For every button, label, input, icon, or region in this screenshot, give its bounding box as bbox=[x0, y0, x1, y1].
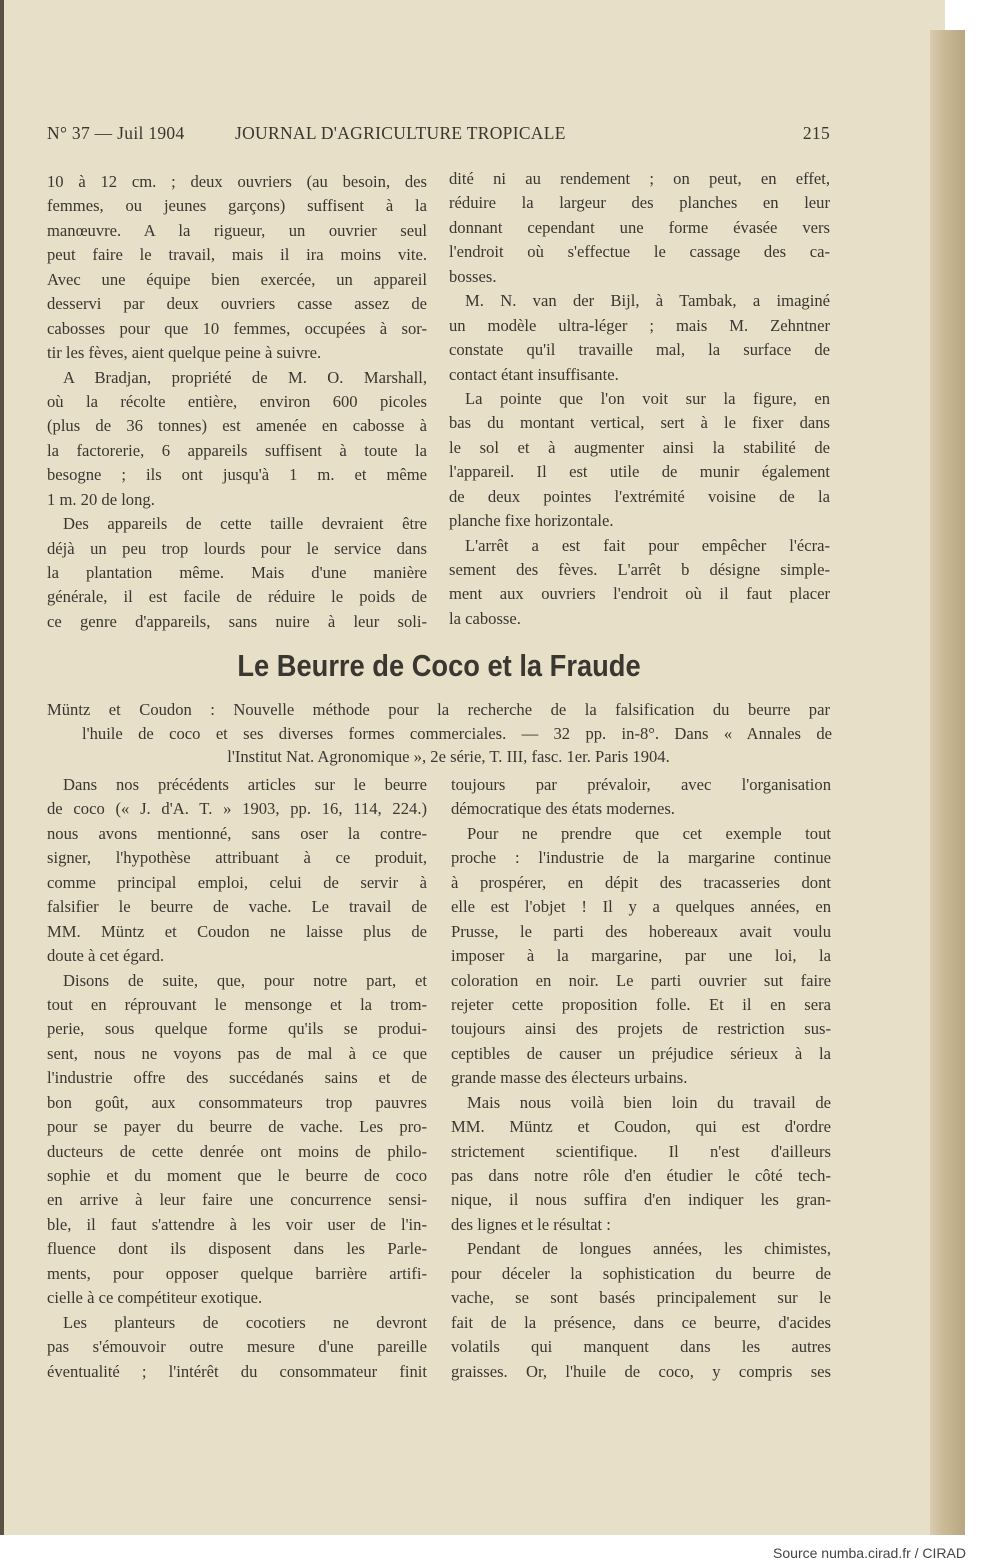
paragraph bbox=[47, 512, 427, 634]
text-line: L'arrêt a est fait pour empêcher l'écra- bbox=[465, 535, 830, 555]
text-line: coloration en noir. Le parti ouvrier sut faire bbox=[451, 970, 831, 990]
text-line: démocratique des états modernes. bbox=[451, 799, 675, 819]
text-line: desservi par deux ouvriers casse assez de bbox=[47, 294, 427, 314]
paragraph bbox=[451, 1237, 831, 1384]
text-line: la factorerie, 6 appareils suffisent à toute la bbox=[47, 440, 427, 460]
paragraph bbox=[47, 170, 427, 366]
text-line: ceptibles de causer un préjudice sérieux à la bbox=[451, 1043, 831, 1063]
text-line: cielle à ce compétiteur exotique. bbox=[47, 1288, 263, 1308]
text-line: ble, il faut s'attendre à les voir user de l'in- bbox=[47, 1214, 427, 1234]
text-line: 1 m. 20 de long. bbox=[47, 489, 155, 509]
text-line: de deux pointes l'extrémité voisine de la bbox=[449, 486, 830, 506]
text-line: perie, sous quelque forme qu'ils se produi- bbox=[47, 1019, 427, 1039]
text-line: l'appareil. Il est utile de munir également bbox=[449, 462, 830, 482]
text-line: bas du montant vertical, sert à le fixer dans bbox=[449, 413, 830, 433]
text-line: ce genre d'appareils, sans nuire à leur soli- bbox=[47, 611, 427, 631]
text-line: A Bradjan, propriété de M. O. Marshall, bbox=[63, 367, 427, 387]
text-line: un modèle ultra-léger ; mais M. Zehntner bbox=[449, 315, 830, 335]
text-line: la plantation même. Mais d'une manière bbox=[47, 563, 427, 582]
text-line: l'endroit où s'effectue le cassage des ca- bbox=[449, 242, 830, 262]
text-line: en arrive à leur faire une concurrence sensi- bbox=[47, 1190, 427, 1210]
text-line: pas dans notre rôle d'en étudier le côté tech- bbox=[451, 1166, 831, 1185]
text-line: l'industrie offre des succédanés sains et de bbox=[47, 1068, 427, 1088]
text-line: réduire la largeur des planches en leur bbox=[449, 193, 830, 213]
text-line: tout en réprouvant le mensonge et la trom- bbox=[47, 994, 427, 1014]
article-title: Le Beurre de Coco et la Fraude bbox=[237, 648, 641, 683]
text-line: 10 à 12 cm. ; deux ouvriers (au besoin, des bbox=[47, 172, 427, 191]
text-line: la cabosse. bbox=[449, 608, 521, 628]
text-line: sophie et du moment que le beurre de coco bbox=[47, 1166, 427, 1185]
text-line: Les planteurs de cocotiers ne devront bbox=[63, 1312, 427, 1332]
text-line: bosses. bbox=[449, 266, 497, 286]
text-line: doute à cet égard. bbox=[47, 946, 165, 966]
text-line: où la récolte entière, environ 600 picoles bbox=[47, 391, 427, 411]
text-line: de coco (« J. d'A. T. » 1903, pp. 16, 114, 224.) bbox=[47, 799, 427, 819]
text-line: volatils qui manquent dans les autres bbox=[451, 1337, 831, 1357]
paragraph bbox=[449, 167, 830, 289]
text-line: elle est l'objet ! Il y a quelques années, en bbox=[451, 897, 831, 917]
page-border bbox=[0, 0, 4, 1535]
bottom-right-column bbox=[451, 773, 831, 1384]
text-line: sement des fèves. L'arrêt b désigne simple- bbox=[449, 560, 830, 579]
text-line: sent, nous ne voyons pas de mal à ce que bbox=[47, 1043, 427, 1063]
text-line: contact étant insuffisante. bbox=[449, 364, 619, 384]
text-line: Des appareils de cette taille devraient être bbox=[63, 514, 427, 534]
text-line: pas s'émouvoir outre mesure d'une pareille bbox=[47, 1337, 427, 1357]
text-line: Avec une équipe bien exercée, un appareil bbox=[47, 269, 427, 289]
text-line: La pointe que l'on voit sur la figure, en bbox=[465, 388, 830, 408]
text-line: Pour ne prendre que cet exemple tout bbox=[467, 823, 831, 843]
text-line: toujours ainsi des projets de restriction sus- bbox=[451, 1019, 831, 1039]
text-line: imposer à la margarine, par une loi, la bbox=[451, 946, 831, 966]
text-line: Pendant de longues années, les chimistes, bbox=[467, 1239, 831, 1259]
text-line: fluence dont ils disposent dans les Parle- bbox=[47, 1239, 427, 1259]
text-line: dité ni au rendement ; on peut, en effet, bbox=[449, 169, 830, 188]
paragraph bbox=[47, 1311, 427, 1384]
text-line: cabosses pour que 10 femmes, occupées à sor- bbox=[47, 318, 427, 338]
text-line: planche fixe horizontale. bbox=[449, 511, 614, 531]
text-line: strictement scientifique. Il n'est d'ailleurs bbox=[451, 1141, 831, 1161]
paragraph bbox=[451, 822, 831, 1091]
paragraph bbox=[449, 289, 830, 387]
journal-title: JOURNAL D'AGRICULTURE TROPICALE bbox=[235, 123, 566, 143]
text-line: ment aux ouvriers l'endroit où il faut placer bbox=[449, 584, 830, 604]
text-line: peut faire le travail, mais il ira moins vite. bbox=[47, 245, 427, 265]
text-line: vache, se sont basés principalement sur le bbox=[451, 1288, 831, 1308]
text-line: MM. Müntz et Coudon ne laisse plus de bbox=[47, 921, 427, 941]
text-line: proche : l'industrie de la margarine continue bbox=[451, 848, 831, 868]
paragraph bbox=[449, 387, 830, 534]
text-line: pour se payer du beurre de vache. Les pro- bbox=[47, 1117, 427, 1137]
paragraph bbox=[47, 773, 427, 969]
text-line: comme principal emploi, celui de servir à bbox=[47, 872, 427, 892]
top-left-column bbox=[47, 170, 427, 634]
text-line: toujours par prévaloir, avec l'organisation bbox=[451, 775, 831, 794]
text-line: femmes, ou jeunes garçons) suffisent à la bbox=[47, 196, 427, 216]
text-line: éventualité ; l'intérêt du consommateur finit bbox=[47, 1361, 427, 1381]
text-line: le sol et à augmenter ainsi la stabilité de bbox=[449, 437, 830, 457]
page-edge bbox=[930, 30, 965, 1535]
citation-line: Müntz et Coudon : Nouvelle méthode pour la recherche de la falsification du beurre par bbox=[47, 700, 830, 719]
top-right-column bbox=[449, 167, 830, 631]
text-line: déjà un peu trop lourds pour le service dans bbox=[47, 538, 427, 558]
running-header bbox=[47, 123, 830, 147]
text-line: Prusse, le parti des hobereaux avait voulu bbox=[451, 921, 831, 941]
text-line: à prospérer, en dépit des tracasseries dont bbox=[451, 872, 831, 892]
paragraph bbox=[449, 534, 830, 632]
text-line: générale, il est facile de réduire le poids de bbox=[47, 587, 427, 607]
citation-line: l'huile de coco et ses diverses formes commerciales. — 32 pp. in-8°. Dans « Annales de bbox=[82, 723, 832, 743]
text-line: des lignes et le résultat : bbox=[451, 1214, 611, 1234]
source-credit: Source numba.cirad.fr / CIRAD bbox=[773, 1545, 966, 1561]
citation-line: l'Institut Nat. Agronomique », 2e série, T. III, fasc. 1er. Paris 1904. bbox=[227, 747, 670, 766]
text-line: grande masse des électeurs urbains. bbox=[451, 1068, 688, 1088]
paragraph bbox=[451, 1091, 831, 1238]
bottom-left-column bbox=[47, 773, 427, 1384]
text-line: M. N. van der Bijl, à Tambak, a imaginé bbox=[465, 291, 830, 311]
text-line: signer, l'hypothèse attribuant à ce produit, bbox=[47, 848, 427, 868]
text-line: falsifier le beurre de vache. Le travail de bbox=[47, 897, 427, 917]
article-citation bbox=[47, 698, 830, 769]
text-line: graisses. Or, l'huile de coco, y compris ses bbox=[451, 1361, 831, 1381]
text-line: (plus de 36 tonnes) est amenée en cabosse à bbox=[47, 416, 427, 436]
page-number: 215 bbox=[802, 123, 830, 143]
text-line: fait de la présence, dans ce beurre, d'acides bbox=[451, 1312, 831, 1332]
text-line: Disons de suite, que, pour notre part, et bbox=[63, 970, 427, 990]
text-line: pour déceler la sophistication du beurre de bbox=[451, 1263, 831, 1283]
text-line: bon goût, aux consommateurs trop pauvres bbox=[47, 1092, 427, 1112]
text-line: constate qu'il travaille mal, la surface de bbox=[449, 340, 830, 360]
text-line: ments, pour opposer quelque barrière artifi- bbox=[47, 1263, 427, 1283]
text-line: donnant cependant une forme évasée vers bbox=[449, 217, 830, 237]
text-line: Mais nous voilà bien loin du travail de bbox=[467, 1092, 831, 1112]
text-line: rejeter cette proposition folle. Et il en sera bbox=[451, 994, 831, 1014]
paragraph bbox=[451, 773, 831, 822]
paragraph bbox=[47, 969, 427, 1311]
text-line: nous avons mentionné, sans oser la contre- bbox=[47, 823, 427, 843]
text-line: MM. Müntz et Coudon, qui est d'ordre bbox=[451, 1117, 831, 1137]
text-line: tir les fèves, aient quelque peine à suivre. bbox=[47, 343, 322, 363]
text-line: besogne ; ils ont jusqu'à 1 m. et même bbox=[47, 465, 427, 485]
text-line: manœuvre. A la rigueur, un ouvrier seul bbox=[47, 220, 427, 240]
paragraph bbox=[47, 366, 427, 513]
text-line: Dans nos précédents articles sur le beurre bbox=[63, 775, 427, 794]
text-line: nique, il nous suffira d'en indiquer les gran- bbox=[451, 1190, 831, 1210]
issue-date: N° 37 — Juil 1904 bbox=[47, 123, 185, 143]
text-line: ducteurs de cette denrée ont moins de philo- bbox=[47, 1141, 427, 1161]
